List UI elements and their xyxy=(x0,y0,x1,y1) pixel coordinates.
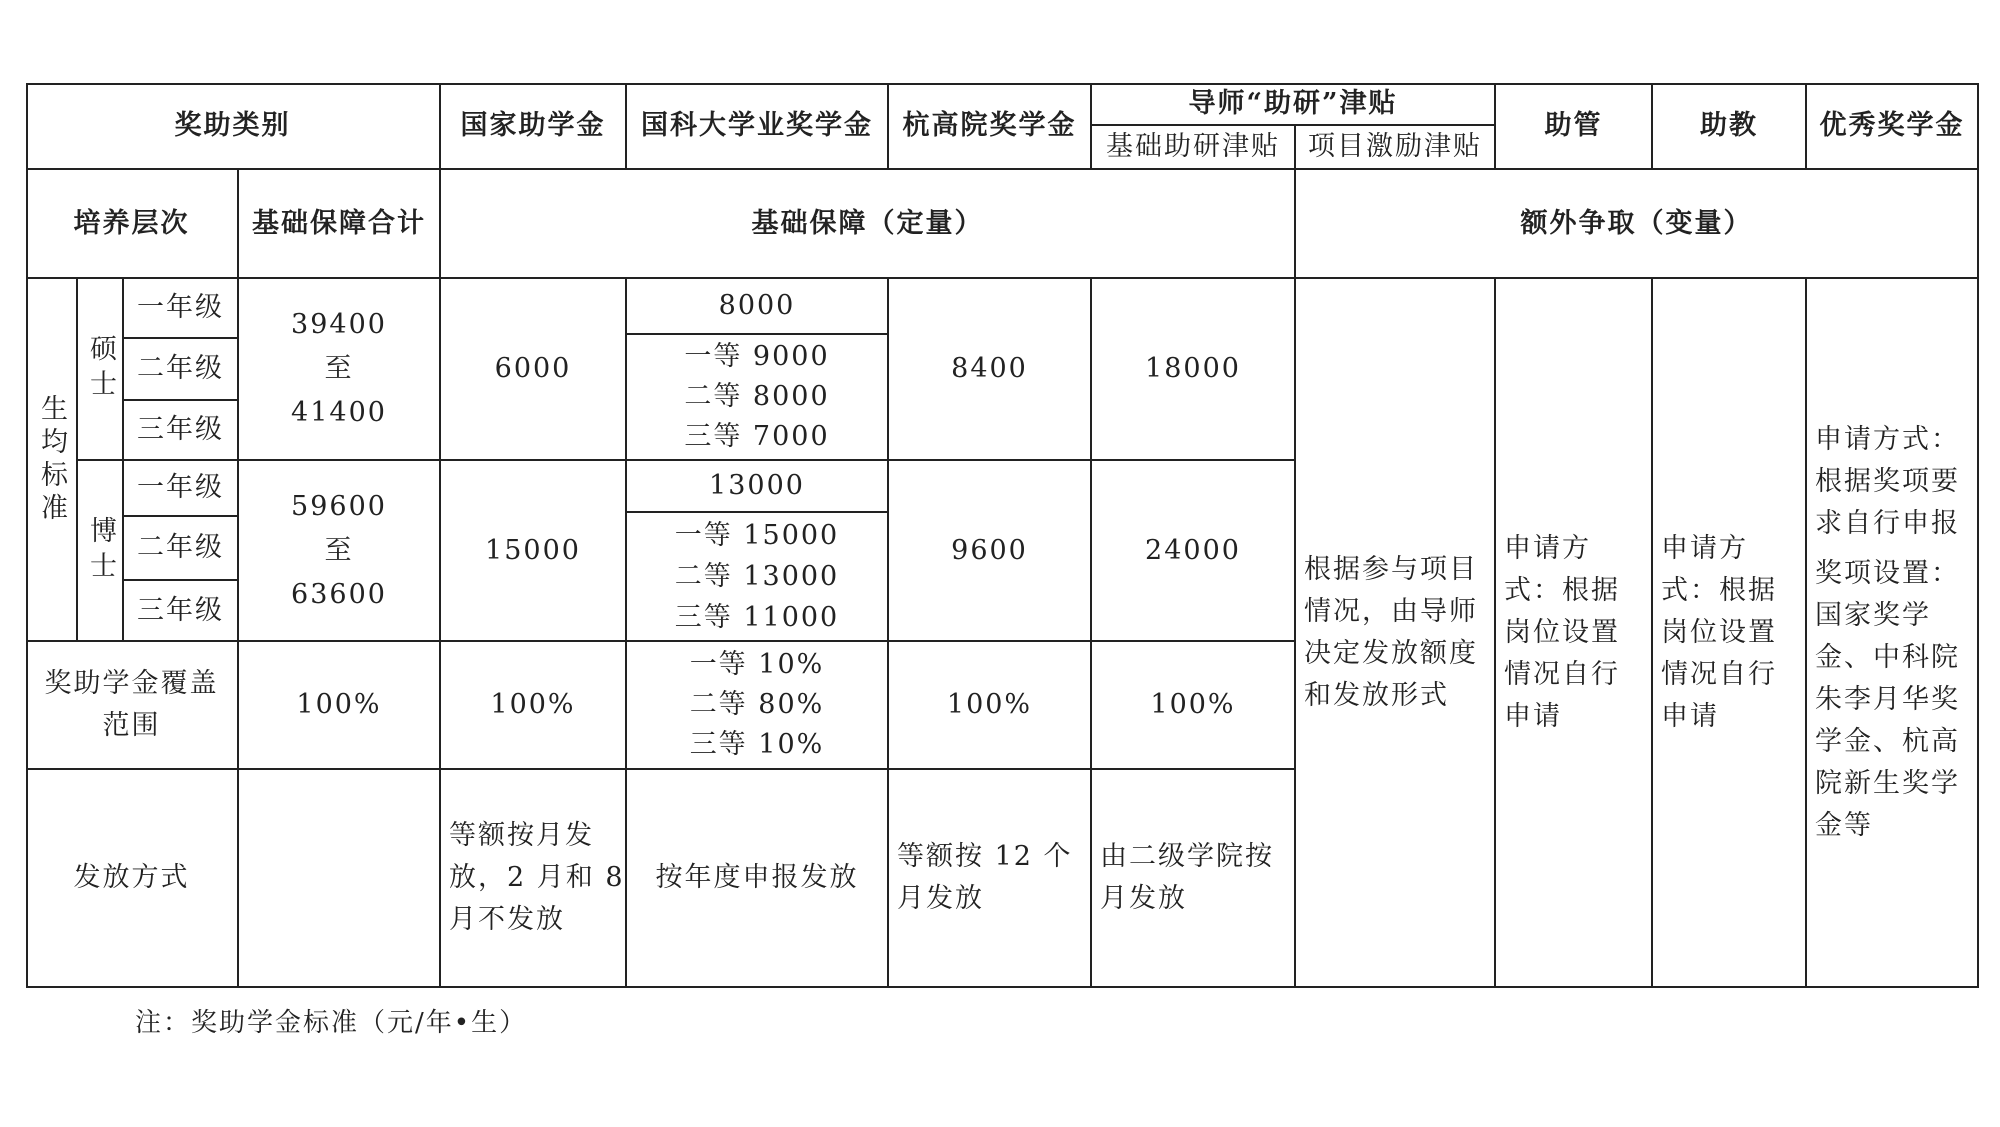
coverage-ucas: 一等 10% 二等 80% 三等 10% xyxy=(627,642,889,770)
header-category: 奖助类别 xyxy=(26,83,441,170)
excellence-desc: 申请方式：根据奖项要求自行申报 奖项设置：国家奖学金、中科院朱李月华奖学金、杭高院新生奖学金等 xyxy=(1807,279,1979,988)
header-hias-scholarship: 杭高院奖学金 xyxy=(889,83,1092,170)
payment-total-empty xyxy=(239,770,441,988)
phd-grade-3: 三年级 xyxy=(124,581,239,642)
master-total: 39400 至 41400 xyxy=(239,279,441,461)
master-ucas-tiers: 一等 9000 二等 8000 三等 7000 xyxy=(627,335,889,461)
master-grade-2: 二年级 xyxy=(124,339,239,401)
coverage-total: 100% xyxy=(239,642,441,770)
header-project-allowance: 项目激励津贴 xyxy=(1296,126,1496,170)
master-label: 硕士 xyxy=(78,279,124,461)
header-teaching-assistant: 助教 xyxy=(1653,83,1807,170)
row-level-label: 培养层次 xyxy=(26,170,239,279)
phd-ucas-first-year: 13000 xyxy=(627,461,889,513)
phd-grade-1: 一年级 xyxy=(124,461,239,517)
admin-assistant-desc: 申请方式：根据岗位设置情况自行申请 xyxy=(1496,279,1653,988)
header-admin-assistant: 助管 xyxy=(1496,83,1653,170)
master-grade-3: 三年级 xyxy=(124,401,239,461)
phd-total: 59600 至 63600 xyxy=(239,461,441,642)
phd-hias: 9600 xyxy=(889,461,1092,642)
payment-national: 等额按月发放，2 月和 8 月不发放 xyxy=(441,770,627,988)
coverage-hias: 100% xyxy=(889,642,1092,770)
coverage-national: 100% xyxy=(441,642,627,770)
master-hias: 8400 xyxy=(889,279,1092,461)
teaching-assistant-desc: 申请方式：根据岗位设置情况自行申请 xyxy=(1653,279,1807,988)
header-excellence-scholarship: 优秀奖学金 xyxy=(1807,83,1979,170)
header-national-grant: 国家助学金 xyxy=(441,83,627,170)
payment-label: 发放方式 xyxy=(26,770,239,988)
payment-ucas: 按年度申报发放 xyxy=(627,770,889,988)
phd-basic: 24000 xyxy=(1092,461,1296,642)
payment-basic: 由二级学院按月发放 xyxy=(1092,770,1296,988)
coverage-basic: 100% xyxy=(1092,642,1296,770)
payment-hias: 等额按 12 个月发放 xyxy=(889,770,1092,988)
variable-extra-label: 额外争取（变量） xyxy=(1296,170,1979,279)
phd-national: 15000 xyxy=(441,461,627,642)
scholarship-table xyxy=(26,83,1979,988)
master-ucas-first-year: 8000 xyxy=(627,279,889,335)
master-national: 6000 xyxy=(441,279,627,461)
table-note: 注：奖助学金标准（元/年•生） xyxy=(135,1008,528,1038)
coverage-label: 奖助学金覆盖范围 xyxy=(26,642,239,770)
per-student-label: 生均标准 xyxy=(26,279,78,642)
phd-grade-2: 二年级 xyxy=(124,517,239,581)
project-allowance-desc: 根据参与项目情况，由导师决定发放额度和发放形式 xyxy=(1296,279,1496,988)
phd-label: 博士 xyxy=(78,461,124,642)
master-basic: 18000 xyxy=(1092,279,1296,461)
fixed-guarantee-label: 基础保障（定量） xyxy=(441,170,1296,279)
header-basic-allowance: 基础助研津贴 xyxy=(1092,126,1296,170)
master-grade-1: 一年级 xyxy=(124,279,239,339)
header-ucas-scholarship: 国科大学业奖学金 xyxy=(627,83,889,170)
header-supervisor-allowance: 导师“助研”津贴 xyxy=(1092,83,1496,126)
phd-ucas-tiers: 一等 15000 二等 13000 三等 11000 xyxy=(627,513,889,642)
row-total-label: 基础保障合计 xyxy=(239,170,441,279)
